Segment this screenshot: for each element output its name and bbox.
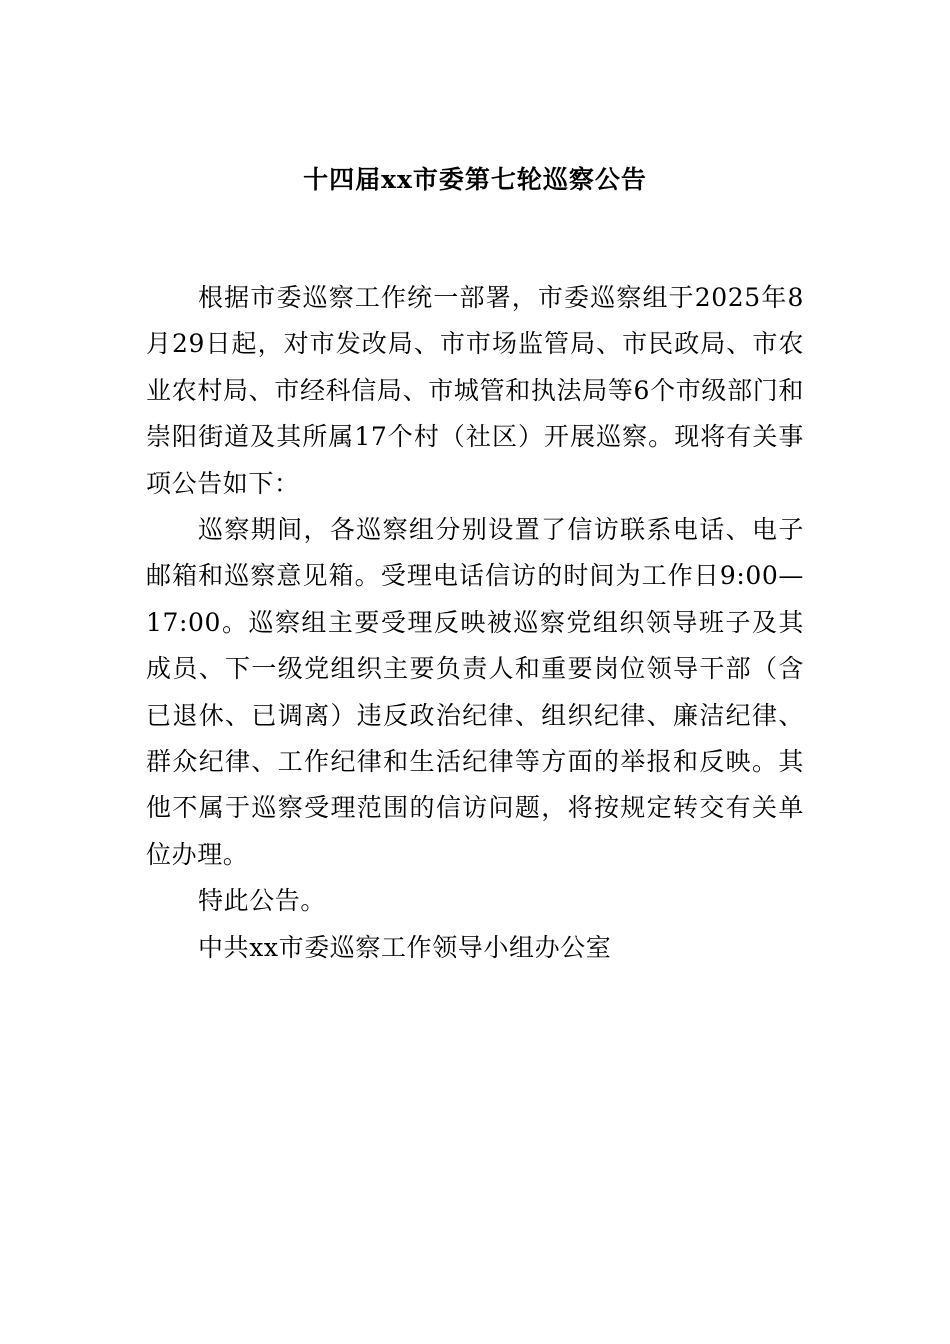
signature: 中共xx市委巡察工作领导小组办公室: [198, 932, 612, 962]
document-body: [146, 275, 804, 971]
paragraph-intro: 根据市委巡察工作统一部署，市委巡察组于2025年8月29日起，对市发改局、市市场监管局、市民政局、市农业农村局、市经科信局、市城管和执法局等6个市级部门和崇阳街道及其所属17个村（社区）开展巡察。现将有关事项公告如下：: [146, 283, 804, 498]
document-title: 十四届xx市委第七轮巡察公告: [303, 165, 647, 194]
paragraph-details: 巡察期间，各巡察组分别设置了信访联系电话、电子邮箱和巡察意见箱。受理电话信访的时间为工作日9:00—17:00。巡察组主要受理反映被巡察党组织领导班子及其成员、下一级党组织主要负责人和重要岗位领导干部（含已退休、已调离）违反政治纪律、组织纪律、廉洁纪律、群众纪律、工作纪律和生活纪律等方面的举报和反映。其他不属于巡察受理范围的信访问题，将按规定转交有关单位办理。: [146, 515, 804, 869]
paragraph-closing: 特此公告。: [198, 886, 327, 916]
